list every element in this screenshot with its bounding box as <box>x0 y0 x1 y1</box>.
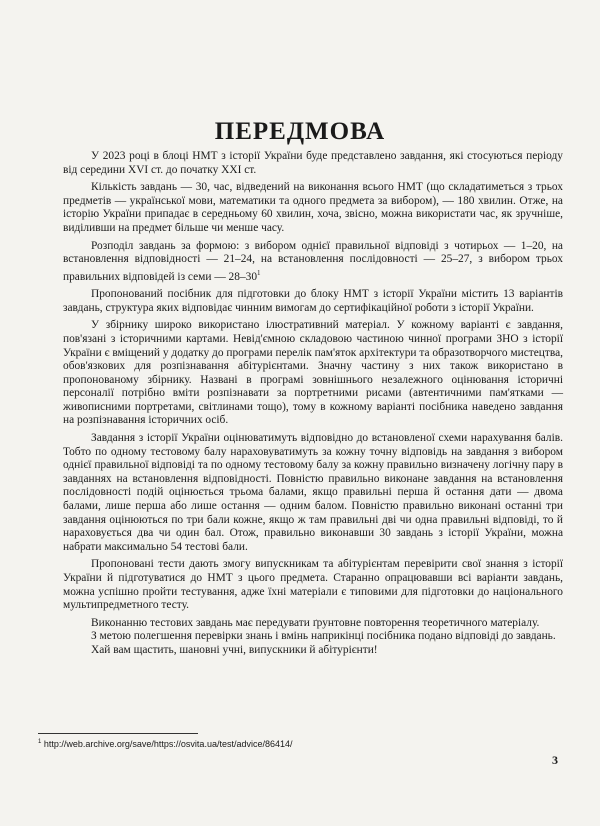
page-title: ПЕРЕДМОВА <box>214 118 386 145</box>
footnote-reference: 1 <box>257 268 261 277</box>
paragraph-task-count: Кількість завдань — 30, час, відведений на виконання всього НМТ (що складатиметься з трьох предметів — української мови, математики та одного предмета за вибором), — 180 хвилин. Отже, на історію України припадає в середньому 60 хвилин, хоча, звісно, можна використати час, як зручніше, виділивши на предмет більше чи менше часу. <box>63 181 563 234</box>
footnote <box>38 739 293 749</box>
footnote-divider <box>38 733 198 734</box>
paragraph-answers: З метою полегшення перевірки знань і вмінь наприкінці посібника подано відповіді до завдань. <box>91 630 556 643</box>
paragraph-purpose: Пропоновані тести дають змогу випускникам та абітурієнтам перевірити свої знання з історії України й підготуватися до НМТ з цього предмета. Старанно опрацювавши всі варіанти завдань, можна успішно пройти тестування, адже їхні матеріали є типовими для підготовки до національного мультипредметного тесту. <box>63 558 563 612</box>
paragraph-good-luck: Хай вам щастить, шановні учні, випускники й абітурієнти! <box>91 643 378 656</box>
footnote-url: http://web.archive.org/save/https://osvita.ua/test/advice/86414/ <box>43 739 293 749</box>
paragraph-illustrations: У збірнику широко використано ілюстративний матеріал. У кожному варіанті є завдання, пов'язані з історичними картами. Невід'ємною складовою частиною чинної програми ЗНО з історії України є вміщений у додатку до програми перелік пам'яток архітектури та образотворчого мистецтва, обов'язкових для розпізнавання абітурієнтами. Значну частину з них також використано в пропонованому збірнику. Названі в програмі зовнішнього незалежного оцінювання історичні персоналії потрібно вміти розпізнавати за портретними рисами (автентичними пам'ятками — живописними портретами, світлинами тощо), тому в кожному варіанті посібника наведено завдання на розпізнавання історичних осіб. <box>63 319 563 427</box>
paragraph-task-distribution <box>63 240 563 285</box>
paragraph-manual-structure: Пропонований посібник для підготовки до блоку НМТ з історії України містить 13 варіантів завдань, структура яких відповідає чинним вимогам до сертифікаційної роботи з історії України. <box>63 288 563 314</box>
footnote-marker: 1 <box>38 739 42 745</box>
paragraph-task-distribution-text: Розподіл завдань за формою: з вибором однієї правильної відповіді з чотирьох — 1–20, на встановлення відповідності — 21–24, на встановлення послідовності — 25–27, з вибором трьох правильних відповідей із семи — 28–30 <box>63 239 563 283</box>
preface-body <box>63 150 563 662</box>
paragraph-period: У 2023 році в блоці НМТ з історії України буде представлено завдання, які стосуються періоду від середини XVI ст. до початку XXI ст. <box>63 150 563 176</box>
page-number: 3 <box>552 753 558 767</box>
paragraph-theory-review: Виконанню тестових завдань має передувати ґрунтовне повторення теоретичного матеріалу. <box>91 616 540 629</box>
paragraph-scoring: Завдання з історії України оцінюватимуть відповідно до встановленої схеми нарахування балів. Тобто по одному тестовому балу нараховуватимуть за кожну точну відповідь на завдання з вибором однієї правильної відповіді та по одному тестовому балу за кожну правильно визначену логічну пару в завданнях на встановлення відповідності. Повністю правильно виконане завдання на встановлення послідовності подій оцінюється трьома балами, якщо правильні перша й остання дати — двома балами, лише перша або лише остання — одним балом. Повністю правильно виконані останні три завдання оцінюються по три бали кожне, якщо ж там правильні дві чи одна правильні відповіді, то й нараховується два чи один бал. Отож, правильно виконавши 30 завдань з історії України, можна набрати максимально 54 тестові бали. <box>63 432 563 553</box>
